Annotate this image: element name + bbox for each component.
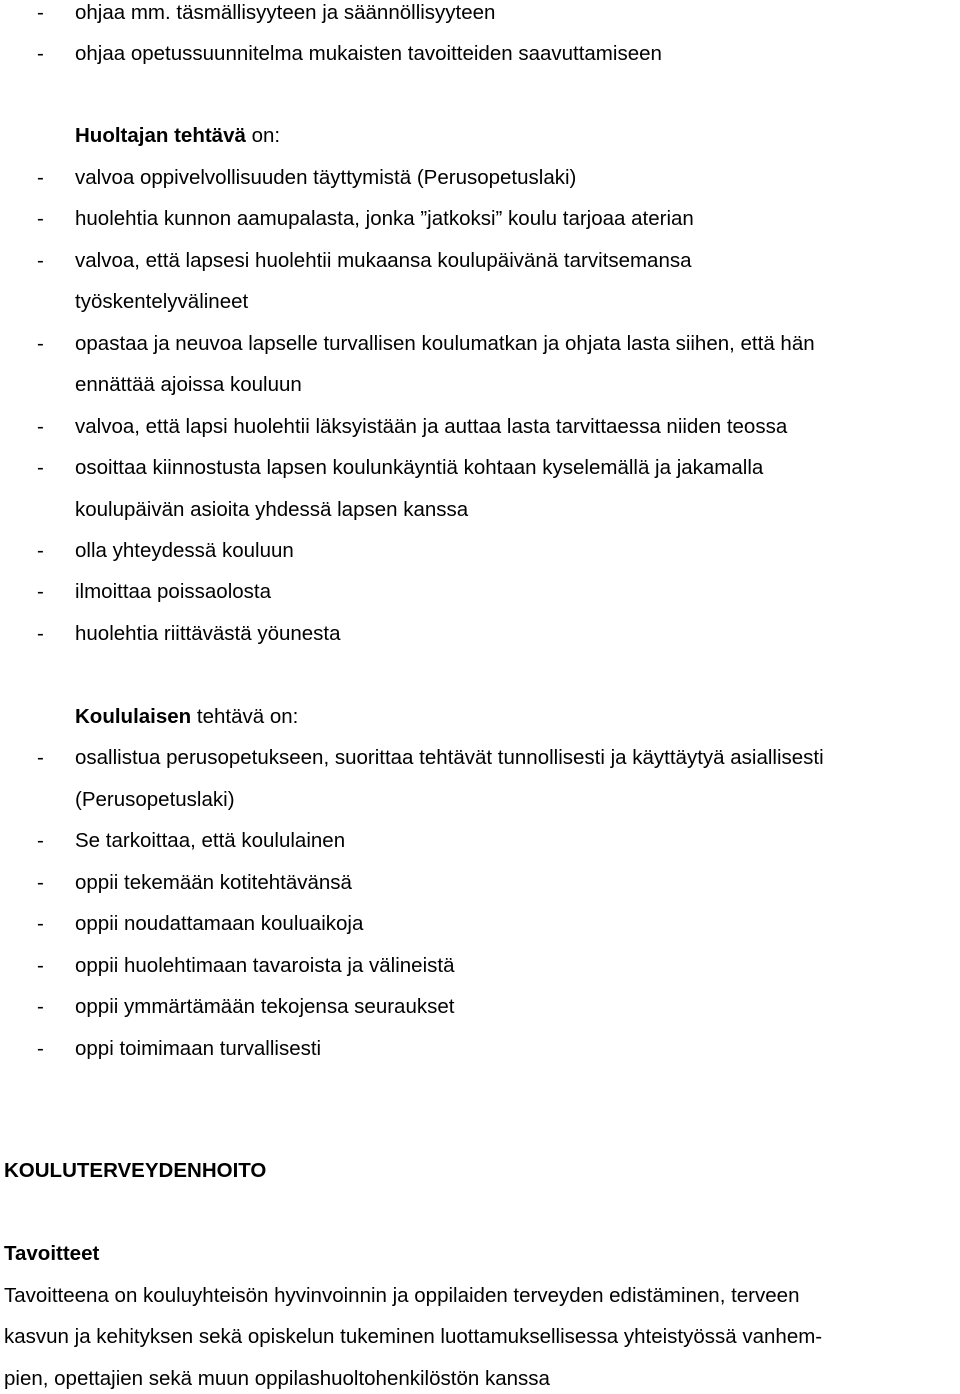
- list-dash: -: [37, 456, 44, 479]
- list-item-text: osallistua perusopetukseen, suorittaa tehtävät tunnollisesti ja käyttäytyä asiallisesti: [75, 746, 824, 769]
- list-dash: -: [37, 1037, 44, 1060]
- list-dash: -: [37, 622, 44, 645]
- student-heading: [75, 705, 298, 729]
- list-dash: -: [37, 871, 44, 894]
- list-item-text: olla yhteydessä kouluun: [75, 539, 294, 562]
- list-dash: -: [37, 539, 44, 562]
- list-item-text: Se tarkoittaa, että koululainen: [75, 829, 346, 852]
- list-dash: -: [37, 912, 44, 935]
- list-dash: -: [37, 746, 44, 769]
- list-item-continuation: työskentelyvälineet: [75, 290, 249, 313]
- list-item-text: oppii tekemään kotitehtävänsä: [75, 871, 352, 894]
- list-item-continuation: ennättää ajoissa kouluun: [75, 373, 302, 396]
- paragraph-line: kasvun ja kehityksen sekä opiskelun tukeminen luottamuksellisessa yhteistyössä vanhem-: [4, 1325, 823, 1348]
- list-item-text: osoittaa kiinnostusta lapsen koulunkäyntiä kohtaan kyselemällä ja jakamalla: [75, 456, 764, 479]
- list-dash: -: [37, 207, 44, 230]
- list-item-text: valvoa, että lapsesi huolehtii mukaansa koulupäivänä tarvitsemansa: [75, 249, 692, 272]
- list-dash: -: [37, 249, 44, 272]
- section-title: KOULUTERVEYDENHOITO: [4, 1159, 267, 1182]
- list-item-text: ilmoittaa poissaolosta: [75, 580, 271, 603]
- list-item-text: ohjaa opetussuunnitelma mukaisten tavoitteiden saavuttamiseen: [75, 42, 662, 65]
- list-dash: -: [37, 332, 44, 355]
- list-dash: -: [37, 1, 44, 24]
- list-item-continuation: (Perusopetuslaki): [75, 788, 235, 811]
- list-item-text: oppii noudattamaan kouluaikoja: [75, 912, 364, 935]
- list-dash: -: [37, 995, 44, 1018]
- list-dash: -: [37, 580, 44, 603]
- list-item-text: oppi toimimaan turvallisesti: [75, 1037, 322, 1060]
- list-dash: -: [37, 954, 44, 977]
- list-item-text: ohjaa mm. täsmällisyyteen ja säännöllisyyteen: [75, 1, 496, 24]
- guardian-heading-rest: on:: [245, 124, 281, 147]
- list-item-text: valvoa oppivelvollisuuden täyttymistä (Perusopetuslaki): [75, 166, 577, 189]
- student-heading-bold: Koululaisen: [75, 705, 192, 728]
- list-dash: -: [37, 829, 44, 852]
- guardian-heading: [75, 124, 280, 148]
- list-item-text: valvoa, että lapsi huolehtii läksyistään ja auttaa lasta tarvittaessa niiden teossa: [75, 415, 788, 438]
- list-item-continuation: koulupäivän asioita yhdessä lapsen kanssa: [75, 498, 469, 521]
- paragraph-line: pien, opettajien sekä muun oppilashuoltohenkilöstön kanssa: [4, 1367, 550, 1390]
- guardian-heading-bold: Huoltajan tehtävä: [75, 124, 246, 147]
- list-item-text: opastaa ja neuvoa lapselle turvallisen koulumatkan ja ohjata lasta siihen, että hän: [75, 332, 815, 355]
- goals-heading: Tavoitteet: [4, 1242, 100, 1265]
- paragraph-line: Tavoitteena on kouluyhteisön hyvinvoinnin ja oppilaiden terveyden edistäminen, terveen: [4, 1284, 800, 1307]
- list-dash: -: [37, 166, 44, 189]
- list-item-text: huolehtia kunnon aamupalasta, jonka ”jatkoksi” koulu tarjoaa aterian: [75, 207, 694, 230]
- student-heading-rest: tehtävä on:: [191, 705, 299, 728]
- list-item-text: huolehtia riittävästä yöunesta: [75, 622, 341, 645]
- list-dash: -: [37, 42, 44, 65]
- list-dash: -: [37, 415, 44, 438]
- list-item-text: oppii ymmärtämään tekojensa seuraukset: [75, 995, 455, 1018]
- list-item-text: oppii huolehtimaan tavaroista ja välineistä: [75, 954, 455, 977]
